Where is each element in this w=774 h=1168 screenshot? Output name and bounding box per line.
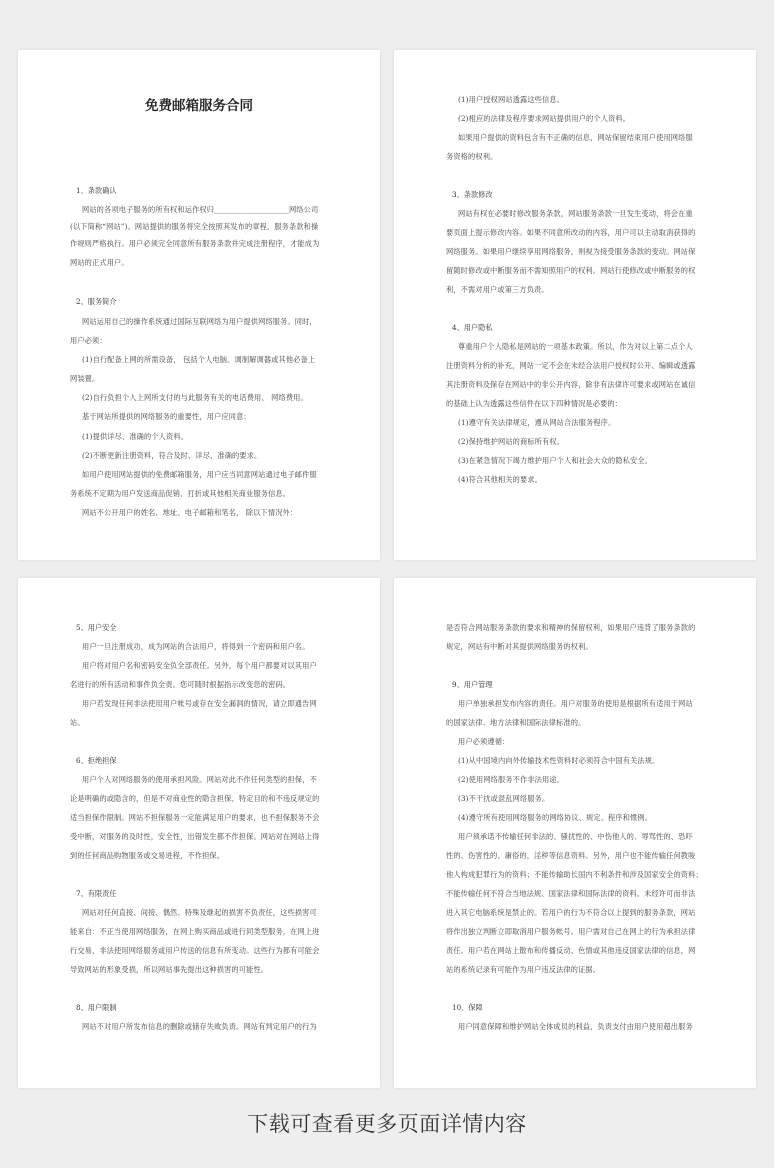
document-page-4	[394, 578, 756, 1088]
text-line: 务系统不定期为用户发送商品促销、打折或其他相关商业服务信息。	[70, 489, 291, 498]
text-line: 的国家法律、地方法律和国际法律标准的。	[446, 718, 586, 727]
text-line: 他人构成犯罪行为的资料；不能传输助长国内不利条件和涉及国家安全的资料；	[446, 870, 703, 879]
text-line: 网站不对用户所发布信息的删除或储存失败负责。网站有判定用户的行为	[82, 1022, 317, 1031]
text-line: 用户须承诺不传输任何非法的、骚扰性的、中伤他人的、辱骂性的、恐吓	[458, 832, 693, 841]
text-line: (2)自行负担个人上网所支付的与此服务有关的电话费用、 网络费用。	[82, 393, 308, 402]
text-line: (1)自行配备上网的所需设备， 包括个人电脑、调制解调器或其他必备上	[82, 355, 316, 364]
section-heading: 8、用户限制	[76, 1003, 117, 1012]
text-line: 用户必须：	[70, 336, 107, 345]
text-line: 行交易，非法使用网络服务或用户传送的信息有所变动。这些行为都有可能会	[70, 946, 320, 955]
text-line: (以下简称“网站”)。网站提供的服务将完全按照其发布的章程、服务条款和操	[70, 222, 319, 231]
text-line: 性的、伤害性的、庸俗的，淫秽等信息资料。另外，用户也不能传输任何教唆	[446, 851, 696, 860]
text-line: 规定，网站有中断对其提供网络服务的权利。	[446, 642, 593, 651]
text-line: 注册资料分析的补充，网站一定不会在未经合法用户授权时公开、编辑或透露	[446, 361, 696, 370]
text-line: 网站对任何直接、间接、偶然、特殊及继起的损害不负责任，这些损害可	[82, 908, 317, 917]
text-line: (3)在紧急情况下竭力维护用户个人和社会大众的隐私安全。	[458, 456, 653, 465]
section-heading: 2、服务简介	[76, 297, 117, 306]
text-line: 利，不需对用户或第三方负责。	[446, 285, 549, 294]
text-line: (2)不断更新注册资料，符合及时、详尽、准确的要求。	[82, 451, 262, 460]
text-line: 用户同意保障和维护网站全体成员的利益，负责支付由用户使用超出服务	[458, 1022, 693, 1031]
text-line: 适当担保作限制。网站不担保服务一定能满足用户的要求，也不担保服务不会	[70, 813, 320, 822]
text-line: 尊重用户个人隐私是网站的一项基本政策。所以，作为对以上第二点个人	[458, 342, 693, 351]
section-heading: 3、条款修改	[452, 190, 493, 199]
document-page-2	[394, 50, 756, 560]
text-line: 到的任何商品购物服务或交易进程，不作担保。	[70, 851, 225, 860]
text-line: 站。	[70, 718, 85, 727]
text-line: 受中断，对服务的及时性，安全性，出错发生都不作担保。网站对在网站上得	[70, 832, 320, 841]
text-line: 网站的正式用户。	[70, 258, 129, 267]
text-line: 网站有权在必要时修改服务条款，网站服务条款一旦发生变动，将会在重	[458, 209, 693, 218]
text-line: 其注册资料及保存在网站中的非公开内容，除非有法律许可要求或网站在诚信	[446, 380, 696, 389]
text-line: (1)从中国境内向外传输技术性资料时必须符合中国有关法规。	[458, 756, 660, 765]
text-line: (2)相应的法律及程序要求网站提供用户的个人资料。	[458, 114, 631, 123]
section-heading: 7、有限责任	[76, 889, 117, 898]
text-line: 网装置。	[70, 374, 100, 383]
section-heading: 4、用户隐私	[452, 323, 493, 332]
text-line: 用户个人对网络服务的使用承担风险。网站对此不作任何类型的担保，不	[82, 775, 317, 784]
section-heading: 10、保障	[452, 1003, 483, 1012]
section-heading: 6、拒绝担保	[76, 756, 117, 765]
text-line: 要页面上提示修改内容。如果不同意所改动的内容，用户可以主动取消获得的	[446, 228, 696, 237]
text-line: 能来自：不正当使用网络服务，在网上购买商品或进行同类型服务，在网上进	[70, 927, 320, 936]
text-line: 将作出独立判断立即取消用户服务帐号。用户需对自己在网上的行为承担法律	[446, 927, 696, 936]
text-line: 如果用户提供的资料包含有不正确的信息，网站保留结束用户使用网络服	[458, 133, 693, 142]
text-line: 如用户使用网站提供的免费邮箱服务，用户应当同意网站通过电子邮件服	[82, 470, 317, 479]
text-line: 是否符合网站服务条款的要求和精神的保留权利，如果用户违背了服务条款的	[446, 623, 696, 632]
text-line: 不能传输任何不符合当地法规、国家法律和国际法律的资料。未经许可而非法	[446, 889, 696, 898]
text-line: 导致网站的形象受损，所以网站事先提出这种损害的可能性。	[70, 965, 269, 974]
text-line: (1)提供详尽、准确的个人资料。	[82, 432, 189, 441]
section-heading: 9、用户管理	[452, 680, 493, 689]
text-line: (2)保持维护网站的商标所有权。	[458, 437, 565, 446]
text-line: 留随时修改或中断服务而不需知照用户的权利。网站行使修改或中断服务的权	[446, 266, 696, 275]
text-line: (1)遵守有关法律规定，遵从网站合法服务程序。	[458, 418, 616, 427]
document-page-1	[18, 50, 380, 560]
document-page-3	[18, 578, 380, 1088]
text-line: 站的系统记录有可能作为用户违反法律的证据。	[446, 965, 601, 974]
text-line: 用户单独承担发布内容的责任。用户对服务的使用是根据所有适用于网站	[458, 699, 693, 708]
text-line: (4)遵守所有使用网络服务的网络协议、规定、程序和惯例。	[458, 813, 653, 822]
contract-title: 免费邮箱服务合同	[145, 98, 253, 114]
text-line: 作规则严格执行。用户必须完全同意所有服务条款并完成注册程序，才能成为	[70, 239, 320, 248]
text-line: 进入其它电脑系统是禁止的。若用户的行为不符合以上提到的服务条款，网站	[446, 908, 696, 917]
text-line: 用户一旦注册成功，成为网站的合法用户，将得到一个密码和用户名。	[82, 642, 310, 651]
text-line: 务资格的权利。	[446, 152, 498, 161]
text-line: 基于网站所提供的网络服务的重要性，用户应同意：	[82, 412, 251, 421]
section-heading: 1、条款确认	[76, 186, 117, 195]
text-line: 名进行的所有活动和事件负全责。您可随时根据指示改变您的密码。	[70, 680, 291, 689]
text-line: 网站运用自己的操作系统通过国际互联网络为用户提供网络服务。同时，	[82, 317, 317, 326]
text-line: 论是明确的或隐含的，但是不对商业性的隐含担保、特定目的和不违反规定的	[70, 794, 320, 803]
download-more-caption[interactable]: 下载可查看更多页面详情内容	[247, 1112, 527, 1136]
text-line: 用户若发现任何非法使用用户帐号或存在安全漏洞的情况，请立即通告网	[82, 699, 317, 708]
text-line: (3)不干扰或混乱网络服务。	[458, 794, 550, 803]
text-line: 网站不公开用户的姓名、地址、电子邮箱和笔名， 除以下情况外：	[82, 508, 298, 517]
section-heading: 5、用户安全	[76, 623, 117, 632]
text-line: 用户将对用户名和密码安全负全部责任。另外，每个用户都要对以其用户	[82, 661, 317, 670]
text-line: 的基础上认为透露这些信件在以下四种情况是必要的：	[446, 399, 623, 408]
text-line: (4)符合其他相关的要求。	[458, 475, 543, 484]
text-line: (2)使用网络服务不作非法用途。	[458, 775, 565, 784]
text-line: 责任。用户若在网站上散布和传播反动、色情或其他违反国家法律的信息，网	[446, 946, 696, 955]
text-line: 用户必须遵循：	[458, 737, 510, 746]
text-line: 网站的各项电子服务的所有权和运作权归____________________网络公司	[82, 205, 319, 214]
text-line: (1)用户授权网站透露这些信息。	[458, 95, 565, 104]
text-line: 网络服务。如果用户继续享用网络服务，则视为接受服务条款的变动。网站保	[446, 247, 696, 256]
